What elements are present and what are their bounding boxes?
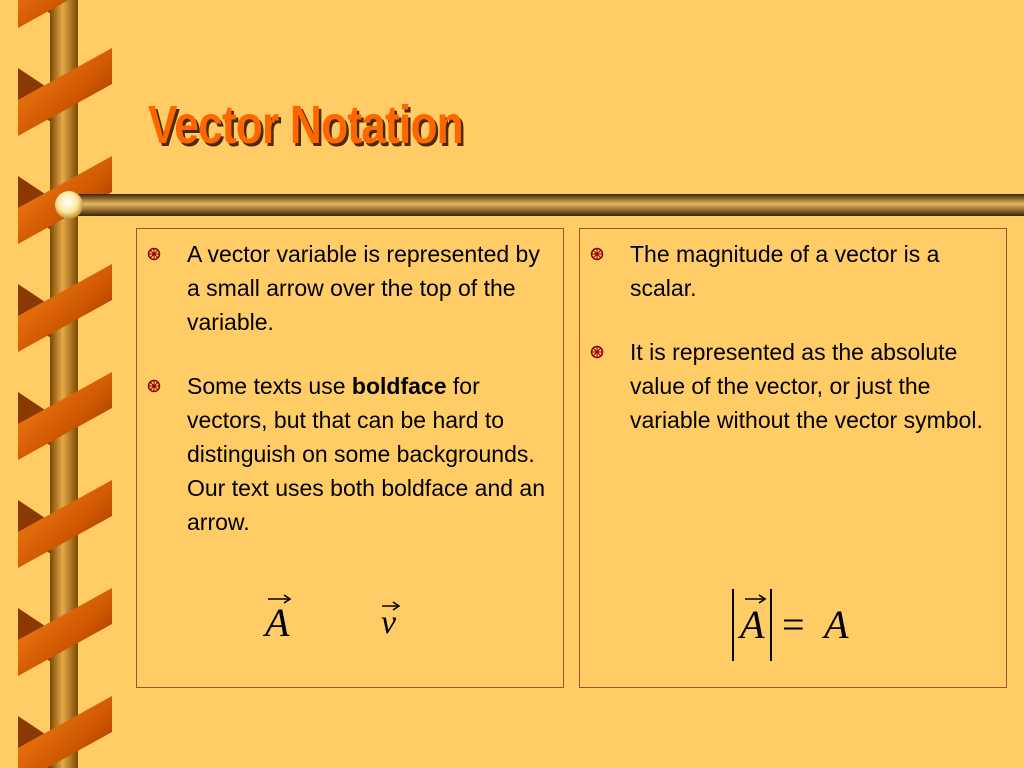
list-item xyxy=(137,237,557,339)
vector-arrow-icon xyxy=(744,593,768,605)
magnitude-equation xyxy=(732,589,862,661)
title-divider xyxy=(55,190,1024,220)
wheel-bullet-icon xyxy=(147,379,161,393)
bullet-text-bold: boldface xyxy=(351,373,447,399)
vector-a-letter: A xyxy=(740,602,765,647)
vector-a-letter: A xyxy=(265,600,290,645)
left-bullet-list xyxy=(137,237,557,569)
wheel-bullet-icon xyxy=(147,247,161,261)
vector-arrow-icon xyxy=(267,593,293,605)
list-item xyxy=(137,369,557,539)
vector-a-symbol xyxy=(265,599,289,646)
right-content-panel xyxy=(579,228,1007,688)
bullet-text-start: Some texts use xyxy=(187,373,352,399)
bullet-text: A vector variable is represented by a small arrow over the top of the variable. xyxy=(187,241,540,335)
vector-v-letter: v xyxy=(381,604,397,641)
ribbon-decoration xyxy=(0,0,115,768)
slide-title: Vector Notation xyxy=(148,95,463,155)
abs-bar-right xyxy=(770,589,772,661)
vector-a-symbol xyxy=(740,601,764,648)
left-content-panel xyxy=(136,228,564,688)
bullet-text-end: for vectors, but that can be hard to distinguish on some backgrounds. Our text uses both boldface and an arrow. xyxy=(187,373,546,535)
list-item xyxy=(580,237,1000,305)
list-item xyxy=(580,335,1000,437)
equals-sign: = xyxy=(782,602,805,647)
bullet-text: The magnitude of a vector is a scalar. xyxy=(630,241,940,301)
wheel-bullet-icon xyxy=(590,247,604,261)
vector-v-symbol xyxy=(381,604,396,642)
vector-arrow-icon xyxy=(381,600,401,612)
magnitude-a-letter: A xyxy=(824,602,849,647)
abs-bar-left xyxy=(732,589,734,661)
right-bullet-list xyxy=(580,237,1000,467)
bullet-text: It is represented as the absolute value of the vector, or just the variable without the vector symbol. xyxy=(630,339,983,433)
wheel-bullet-icon xyxy=(590,345,604,359)
